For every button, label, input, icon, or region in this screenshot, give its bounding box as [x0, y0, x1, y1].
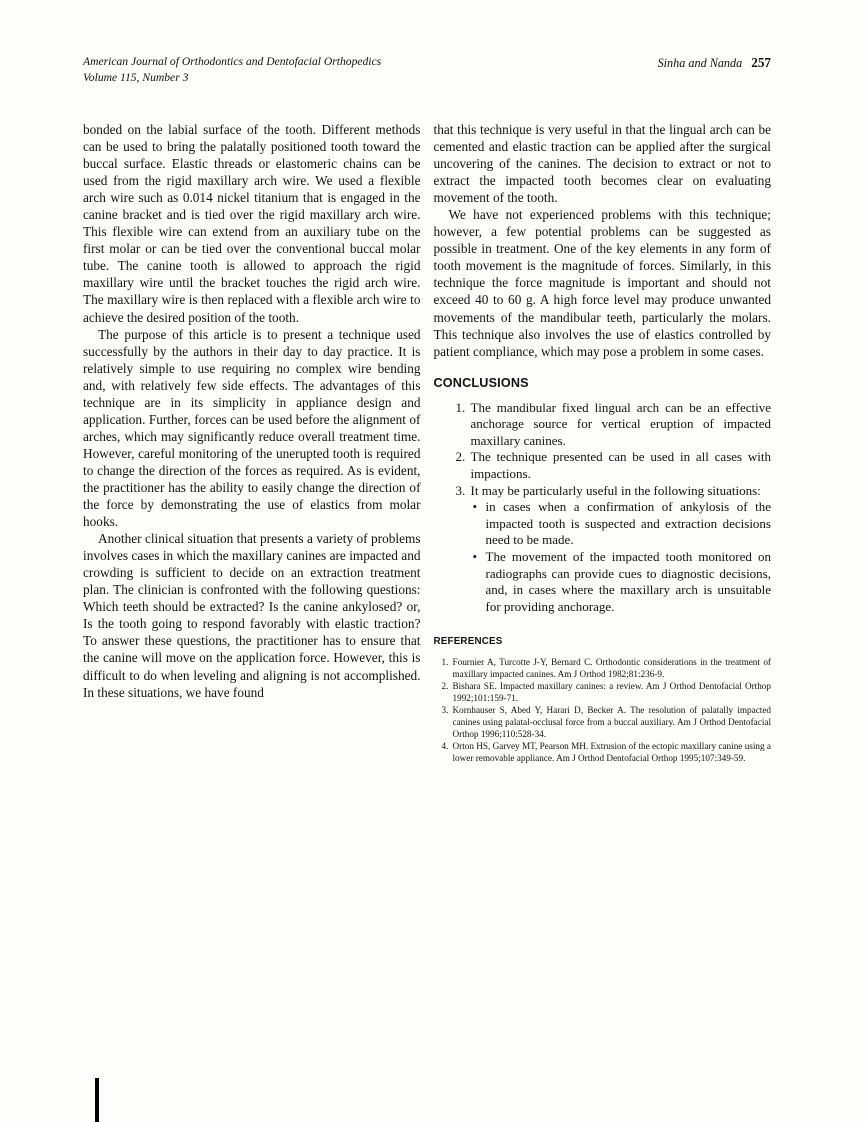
reference-item — [434, 705, 772, 741]
reference-number: 4. — [441, 740, 449, 751]
conclusion-number: 1. — [455, 399, 466, 415]
paragraph: The purpose of this article is to present a technique used successfully by the authors in their day to day practice. It is relatively simple to use requiring no complex wire bending and, with relatively few side effects. The advantages of this technique are in its simplicity in appliance design and application. Further, forces can be used before the alignment of arches, which may significantly reduce overall treatment time. However, careful monitoring of the unerupted tooth is required to change the direction of the forces as required. As is evident, the practitioner has the ability to easily change the direction of the force by demonstrating the use of elastics from molar hooks. — [83, 326, 421, 530]
conclusion-text: The mandibular fixed lingual arch can be an effective anchorage source for vertical eruption of impacted maxillary canines. — [470, 399, 771, 448]
paragraph: that this technique is very useful in that the lingual arch can be cemented and elastic traction can be applied after the surgical uncovering of the canines. The decision to extract or not to extract the impacted tooth becomes clear on evaluating movement of the tooth. — [433, 122, 771, 206]
reference-number: 2. — [441, 681, 449, 692]
journal-volume-number: Volume 115, Number 3 — [83, 70, 189, 84]
reference-item — [434, 741, 772, 765]
bullet-icon: • — [472, 499, 478, 515]
reference-text: Orton HS, Garvey MT, Pearson MH. Extrusion of the ectopic maxillary canine using a lower removable appliance. Am J Orthod Dentofacial Orthop 1995;107:349-59. — [452, 740, 771, 763]
reference-text: Bishara SE. Impacted maxillary canines: a review. Am J Orthod Dentofacial Orthop 1992;101:159-71. — [452, 681, 771, 704]
conclusion-item — [434, 400, 772, 450]
running-header — [83, 54, 771, 85]
paragraph: bonded on the labial surface of the tooth. Different methods can be used to bring the palatally positioned tooth toward the buccal surface. Elastic threads or elastomeric chains can be used from the rigid maxillary arch wire. We used a flexible arch wire such as 0.014 nickel titanium that is engaged in the canine bracket and is tied over the rigid maxillary arch wire. This flexible wire can extend from an auxiliary tube on the first molar or can be tied over the conventional buccal molar tube. The canine tooth is allowed to approach the rigid maxillary wire until the bracket touches the rigid arch wire. The maxillary wire is then replaced with a flexible arch wire to achieve the desired position of the tooth. — [83, 122, 421, 325]
author-page-block — [658, 54, 771, 72]
journal-title: American Journal of Orthodontics and Dentofacial Orthopedics — [83, 55, 382, 68]
references-list — [434, 657, 772, 764]
reference-item — [434, 657, 772, 681]
conclusion-item — [434, 483, 772, 616]
conclusions-heading: CONCLUSIONS — [433, 375, 529, 390]
conclusion-text: The technique presented can be used in all cases with impactions. — [470, 449, 771, 482]
bullet-icon: • — [472, 549, 478, 565]
registration-mark — [95, 1078, 99, 1122]
conclusions-list — [434, 400, 772, 616]
right-column — [434, 121, 772, 765]
paragraph: We have not experienced problems with this technique; however, a few potential problems can be suggested as possible in treatment. One of the key elements in any form of tooth movement is the magnitude of forces. Similarly, in this technique the force magnitude is important and should not exceed 40 to 60 g. A high force level may produce unwanted movements of the mandibular teeth, particularly the molars. This technique also involves the use of elastics controlled by patient compliance, which may pose a problem in some cases. — [433, 207, 771, 359]
paragraph: Another clinical situation that presents a variety of problems involves cases in which the maxillary canines are impacted and crowding is sufficient to decide on an extraction treatment plan. The clinician is confronted with the following questions: Which teeth should be extracted? Is the canine ankylosed? or, Is the tooth going to respond favorably with elastic traction? To answer these questions, the practitioner has to ensure that the canine will move on the application force. However, this is difficult to do when leveling and aligning is not accomplished. In these situations, we have found — [83, 531, 421, 700]
running-authors: Sinha and Nanda — [657, 56, 743, 70]
left-column — [83, 121, 421, 765]
references-heading: REFERENCES — [433, 636, 503, 648]
conclusion-number: 3. — [455, 482, 466, 498]
conclusion-sub-bullet-text: The movement of the impacted tooth monitored on radiographs can provide cues to diagnostic decisions, and, in cases where the maxillary arch is unsuitable for providing anchorage. — [485, 549, 771, 614]
conclusion-number: 2. — [455, 449, 466, 465]
reference-number: 3. — [441, 705, 449, 716]
reference-text: Kornhauser S, Abed Y, Harari D, Becker A. The resolution of palatally impacted canines using palatal-occlusal force from a buccal auxiliary. Am J Orthod Dentofacial Orthop 1996;110:528-34. — [452, 705, 771, 739]
reference-text: Fournier A, Turcotte J-Y, Bernard C. Orthodontic considerations in the treatment of maxillary impacted canines. Am J Orthod 1982;81:236-9. — [452, 657, 771, 680]
body-columns — [83, 121, 771, 765]
conclusion-sub-bullet-text: in cases when a confirmation of ankylosis of the impacted tooth is suspected and extraction decisions need to be made. — [485, 499, 771, 548]
conclusion-item — [434, 449, 772, 482]
conclusion-sub-bullet — [471, 499, 772, 549]
reference-item — [434, 681, 772, 705]
conclusion-sub-bullet — [471, 549, 772, 615]
journal-header-block — [83, 54, 381, 85]
page-content — [83, 54, 771, 765]
page-number: 257 — [751, 55, 771, 70]
reference-number: 1. — [441, 657, 449, 668]
conclusion-text: It may be particularly useful in the following situations: — [470, 482, 761, 498]
